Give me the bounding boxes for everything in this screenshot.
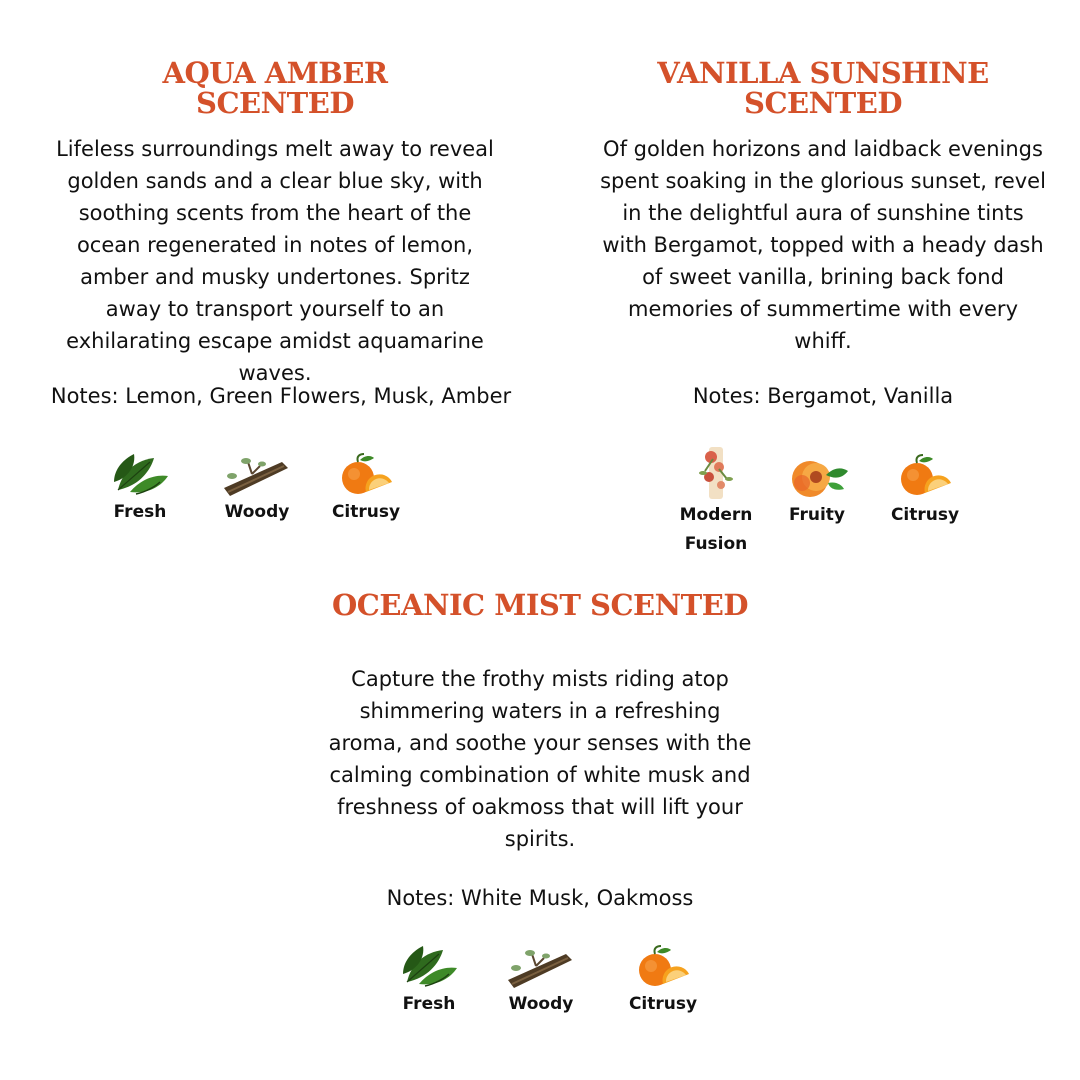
icon-label: Citrusy	[628, 994, 698, 1014]
icon-item-citrusy	[608, 944, 718, 1019]
aqua-amber-title: AQUA AMBER SCENTED	[162, 56, 388, 120]
icon-label: Woody	[508, 994, 574, 1014]
oceanic-mist-icons	[374, 944, 734, 1034]
wood-branch-icon	[222, 452, 292, 498]
flower-bottle-icon	[691, 445, 741, 501]
leaves-icon	[399, 944, 459, 990]
oceanic-mist-description: Capture the frothy mists riding atop shimmering waters in a refreshing aroma, and soothe your senses with the calming combination of white musk and freshness of oakmoss that will lift your spirits.	[328, 667, 752, 851]
peach-icon	[784, 445, 850, 501]
icon-item-citrusy	[870, 445, 980, 530]
icon-label: Fresh	[113, 502, 167, 522]
vanilla-sunshine-notes-block	[580, 382, 1066, 410]
icon-label: Fresh	[402, 994, 456, 1014]
icon-item-woody	[486, 944, 596, 1019]
icon-label: Citrusy	[331, 502, 401, 522]
orange-icon	[336, 452, 396, 498]
icon-item-woody	[202, 452, 312, 527]
vanilla-sunshine-icons	[661, 445, 1001, 560]
aqua-amber-notes-block	[0, 382, 562, 410]
aqua-amber-section	[40, 58, 510, 389]
aqua-amber-notes: Notes: Lemon, Green Flowers, Musk, Amber	[50, 384, 512, 408]
vanilla-sunshine-title: VANILLA SUNSHINE SCENTED	[657, 56, 989, 120]
orange-icon	[633, 944, 693, 990]
aqua-amber-icons	[85, 452, 425, 542]
oceanic-mist-title: OCEANIC MIST SCENTED	[332, 588, 748, 622]
icon-item-fresh	[85, 452, 195, 527]
vanilla-sunshine-section	[580, 58, 1066, 357]
aqua-amber-description: Lifeless surroundings melt away to reveal golden sands and a clear blue sky, with soothing scents from the heart of the ocean regenerated in notes of lemon, amber and musky undertones. Spritz away to transport yourself to an exhilarating escape amidst aquamarine waves.	[56, 137, 494, 385]
icon-label: Fruity	[788, 505, 846, 525]
icon-label: Modern Fusion	[679, 505, 753, 554]
vanilla-sunshine-notes: Notes: Bergamot, Vanilla	[692, 384, 954, 408]
icon-item-fresh	[374, 944, 484, 1019]
oceanic-mist-notes-block	[240, 884, 840, 912]
icon-item-fruity	[762, 445, 872, 530]
oceanic-mist-notes: Notes: White Musk, Oakmoss	[386, 886, 694, 910]
orange-icon	[895, 445, 955, 501]
vanilla-sunshine-description: Of golden horizons and laidback evenings spent soaking in the glorious sunset, revel in the delightful aura of sunshine tints with Bergamot, topped with a heady dash of sweet vanilla, brining back fond memories of summertime with every whiff.	[600, 137, 1046, 353]
icon-label: Woody	[224, 502, 290, 522]
wood-branch-icon	[506, 944, 576, 990]
icon-item-citrusy	[311, 452, 421, 527]
icon-item-modern-fusion	[661, 445, 771, 559]
icon-label: Citrusy	[890, 505, 960, 525]
oceanic-mist-section	[240, 590, 840, 855]
leaves-icon	[110, 452, 170, 498]
